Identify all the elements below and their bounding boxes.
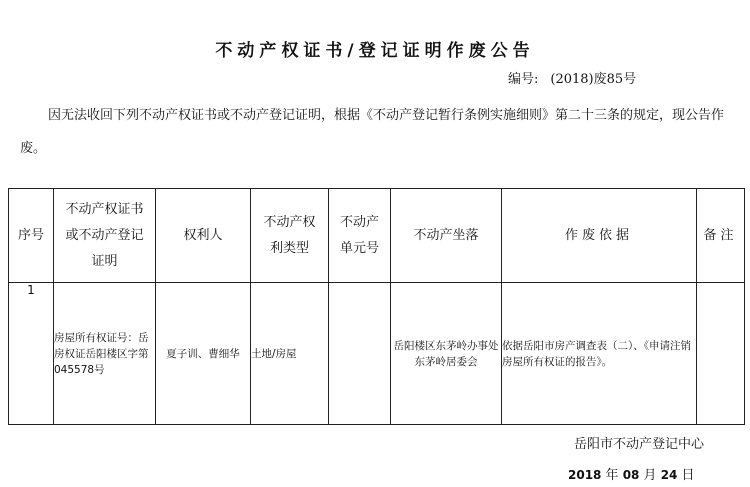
header-right-type-line2: 利类型 <box>269 240 309 256</box>
issue-date <box>568 464 695 483</box>
cell-right-type: 土地/房屋 <box>251 283 329 425</box>
issue-date-day-unit: 日 <box>681 468 695 483</box>
header-certificate <box>54 189 156 283</box>
header-right-type-line1: 不动产权 <box>263 214 316 230</box>
header-certificate-line1: 不动产权证书 <box>65 201 144 217</box>
header-right-type <box>251 189 329 283</box>
header-holder: 权利人 <box>156 189 251 283</box>
document-number-value: (2018)废85号 <box>550 72 637 87</box>
header-unit-number-line2: 单元号 <box>339 240 379 256</box>
issuing-organization: 岳阳市不动产登记中心 <box>574 437 705 452</box>
cell-basis: 依据岳阳市房产调查表（二）、《申请注销房屋所有权证的报告》。 <box>502 283 697 425</box>
cell-unit-number <box>329 283 391 425</box>
document-number-label: 编号: <box>508 72 539 87</box>
issue-date-month-unit: 月 <box>643 468 657 483</box>
intro-paragraph: 因无法收回下列不动产权证书或不动产登记证明，根据《不动产登记暂行条例实施细则》第二十三条的规定，现公告作废。 <box>20 108 725 156</box>
header-unit-number-line1: 不动产 <box>339 214 379 230</box>
document-number <box>508 68 636 87</box>
header-seq: 序号 <box>9 189 54 283</box>
issue-date-month: 08 <box>622 468 640 482</box>
header-unit-number <box>329 189 391 283</box>
cell-certificate: 房屋所有权证号：岳房权证岳阳楼区字第045578号 <box>54 283 156 425</box>
table-header-row <box>9 189 745 283</box>
cell-remarks <box>697 283 745 425</box>
void-certificate-table <box>8 188 745 425</box>
header-location: 不动产坐落 <box>391 189 502 283</box>
cell-location: 岳阳楼区东茅岭办事处东茅岭居委会 <box>391 283 502 425</box>
header-basis: 作废依据 <box>502 189 697 283</box>
cell-seq: 1 <box>9 283 54 425</box>
page-title: 不动产权证书/登记证明作废公告 <box>215 41 535 61</box>
issue-date-year: 2018 <box>568 468 602 482</box>
table-row <box>9 283 745 425</box>
header-certificate-line3: 证明 <box>91 253 118 269</box>
header-remarks: 备注 <box>697 189 745 283</box>
cell-holder: 夏子训、曹细华 <box>156 283 251 425</box>
issue-date-year-unit: 年 <box>605 468 619 483</box>
header-certificate-line2: 或不动产登记 <box>65 227 144 243</box>
issue-date-day: 24 <box>660 468 678 482</box>
